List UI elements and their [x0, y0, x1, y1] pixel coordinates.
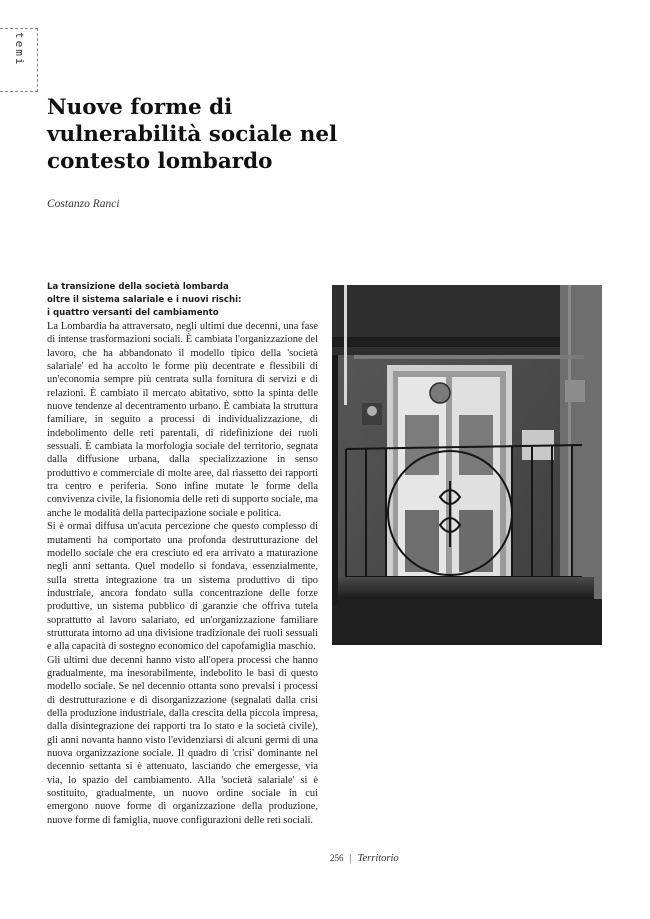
section-heading-line: La transizione della società lombarda — [47, 282, 229, 292]
journal-name: Territorio — [357, 853, 399, 864]
balcony-photo-illustration — [332, 285, 602, 645]
body-paragraph: Gli ultimi due decenni hanno visto all'opera processi che hanno gradualmente, ma inesorabilmente, indebolito le basi di questo modello sociale. Se nel decennio ottanta sono prevalsi i processi di destrutturazione e di disorganizzazione (segnalati dalla crisi della produzione industriale, dalla crescita della piccola impresa, dalla disintegrazione dei rapporti tra lo stato e la società civile), gli anni novanta hanno visto l'evidenziarsi di alcuni germi di una nuova organizzazione sociale. Il quadro di 'crisi' dominante nel decennio settanta si è attenuato, lasciando che emergesse, via via, lo spazio del cambiamento. Alla 'società salariale' si è sostituito, gradualmente, un nuovo ordine sociale in cui emergono nuove forme di organizzazione della produzione, nuove forme di famiglia, nuove configurazioni delle reti sociali. — [47, 654, 318, 826]
body-paragraph: Si è ormai diffusa un'acuta percezione che questo complesso di mutamenti ha comportato una profonda destrutturazione del modello sociale che era cresciuto ed era arrivato a maturazione negli anni settanta. Quel modello si fondava, essenzialmente, sulla stretta integrazione tra un sistema produttivo di tipo industriale, ancora fondato sulla concentrazione delle forze produttive, un sistema pubblico di garanzie che offriva tutela soprattutto al lavoro salariato, ed un'organizzazione familiare strutturata intorno ad una divisione tradizionale dei ruoli sessuali e alla capacità di sostegno economico del capofamiglia maschio. — [47, 521, 318, 653]
section-heading-line: i quattro versanti del cambiamento — [47, 308, 219, 318]
article-title: Nuove forme di vulnerabilità sociale nel contesto lombardo — [47, 95, 338, 174]
balcony-photo — [332, 285, 602, 645]
section-heading-line: oltre il sistema salariale e i nuovi rischi: — [47, 295, 242, 305]
page-number: 256 — [330, 853, 344, 863]
section-heading — [47, 281, 318, 320]
article-author: Costanzo Ranci — [47, 198, 120, 210]
body-paragraph: La Lombardia ha attraversato, negli ultimi due decenni, una fase di intense trasformazioni sociali. È cambiata l'organizzazione del lavoro, che ha abbandonato il modello tipico della 'società salariale' ed ha accolto le forme più decentrate e flessibili di un'economia sempre più centrata sulla fornitura di servizi e di relazioni. È cambiato il mercato abitativo, sotto la spinta delle nuove tendenze al decentramento urbano. È cambiata la struttura familiare, in seguito a processi di individualizzazione, di indebolimento delle reti parentali, di ridefinizione dei ruoli sessuali. È cambiata la morfologia sociale del territorio, segnata dalla diffusione urbana, dalla specializzazione in senso produttivo e commerciale di molte aree, dal riassetto dei rapporti tra centro e periferia. Sono infine mutate le forme della convivenza civile, la fisionomia delle reti di supporto sociale, ma anche le modalità della partecipazione sociale e politica. — [47, 321, 318, 519]
section-tab-label: temi — [13, 32, 26, 67]
article-body — [47, 281, 318, 827]
footer-separator: | — [349, 853, 352, 864]
section-tab — [0, 28, 38, 92]
page-footer — [330, 853, 399, 864]
